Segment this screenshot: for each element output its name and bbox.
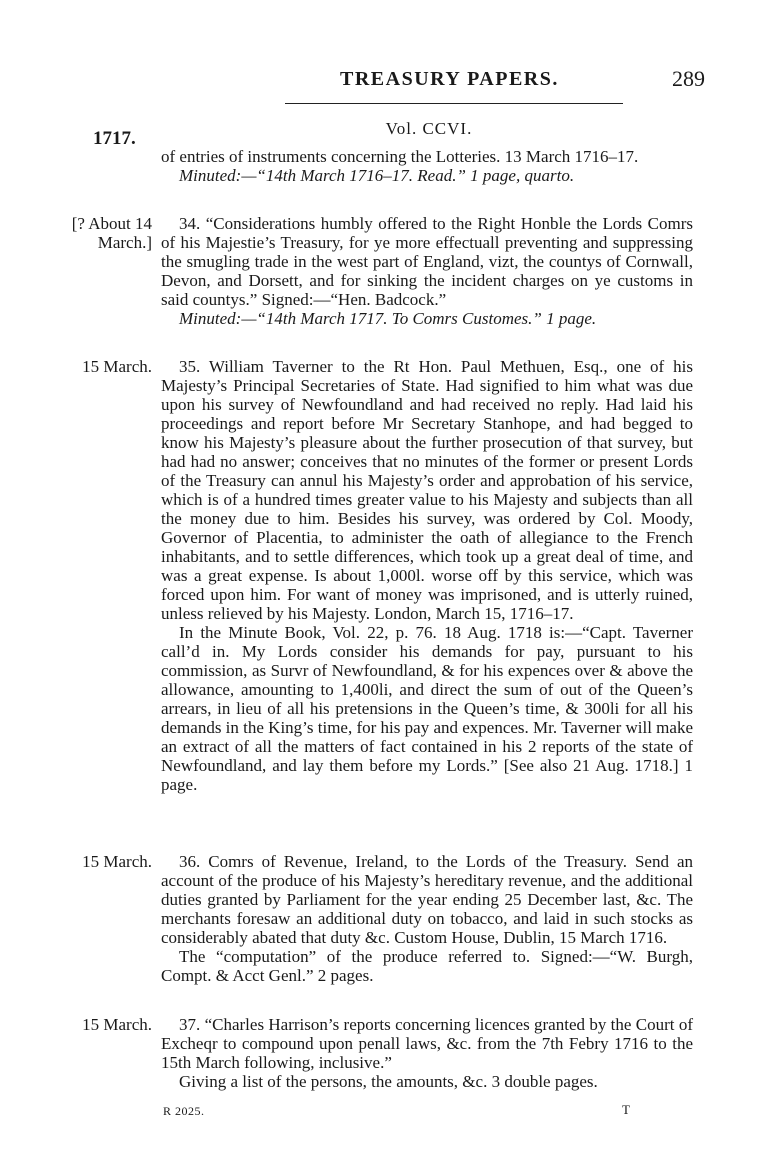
entry-continuation — [161, 147, 693, 185]
volume-heading: Vol. CCVI. — [385, 119, 473, 138]
list-note: Giving a list of the persons, the amounts, &c. 3 double pages. — [179, 1072, 598, 1091]
entry-35 — [161, 357, 693, 794]
minute-book-note: In the Minute Book, Vol. 22, p. 76. 18 Aug. 1718 is:—“Capt. Taverner call’d in. My Lords consider his demands for pay, pursuant to his commission, as Survr of Newfoundland, & for his expences over & above the allowance, amounting to 1,400li, and direct the sum of out of the Queen’s arrears, in lieu of all his pretensions in the Queen’s time, & 300li for all his demands in the King’s time, for his pay and expences. Mr. Taverner will make an extract of all the matters of fact contained in his 2 reports of the state of Newfoundland, and lay them before my Lords.” [See also 21 Aug. 1718.] 1 page. — [161, 623, 693, 794]
margin-date: 15 March. — [82, 357, 152, 376]
entry-text: 35. William Taverner to the Rt Hon. Paul Methuen, Esq., one of his Majesty’s Principal Secretaries of State. Had signified to him what was due upon his survey of Newfoundland and had received no reply. Had laid his proceedings and report before Mr Secretary Stanhope, and had begged to know his Majesty’s pleasure about the further prosecution of that survey, but had had no answer; conceives that no minutes of the former or present Lords of the Treasury can annul his Majesty’s order and approbation of his service, which is of a hundred times greater value to his Majesty and subjects than all the money due to him. Besides his survey, was ordered by Col. Moody, Governor of Placentia, to administer the oath of allegiance to the French inhabitants, and to settle differences, which took up a great deal of time, and was a great expense. Is about 1,000l. worse off by this service, which was forced upon him. For want of money was imprisoned, and is utterly ruined, unless relieved by his Majesty. London, March 15, 1716–17. — [161, 357, 693, 623]
entry-text: 36. Comrs of Revenue, Ireland, to the Lords of the Treasury. Send an account of the produce of his Majesty’s hereditary revenue, and the additional duties granted by Parliament for the year ending 25 December last, &c. The merchants foresaw an additional duty on tobacco, and laid in such stocks as considerably abated that duty &c. Custom House, Dublin, 15 March 1716. — [161, 852, 693, 947]
header-rule — [285, 103, 623, 104]
minuted-note: Minuted:—“14th March 1716–17. Read.” 1 page, quarto. — [179, 166, 575, 185]
page-number: 289 — [672, 66, 705, 91]
gathering-mark: T — [622, 1102, 630, 1117]
entry-34 — [161, 214, 693, 328]
signature-mark: R 2025. — [163, 1104, 205, 1118]
running-title: TREASURY PAPERS. — [340, 68, 559, 90]
entry-36 — [161, 852, 693, 985]
margin-date: 15 March. — [82, 852, 152, 871]
margin-date: 15 March. — [82, 1015, 152, 1034]
entry-37 — [161, 1015, 693, 1091]
minuted-note: Minuted:—“14th March 1717. To Comrs Customes.” 1 page. — [179, 309, 597, 328]
page-header — [0, 68, 768, 98]
computation-note: The “computation” of the produce referred to. Signed:—“W. Burgh, Compt. & Acct Genl.” 2 pages. — [161, 947, 693, 985]
year-label: 1717. — [93, 128, 136, 149]
entry-text: 34. “Considerations humbly offered to the Right Honble the Lords Comrs of his Majestie’s Treasury, for ye more effectuall preventing and suppressing the smugling trade in the west part of England, vizt, the countys of Cornwall, Devon, and Dorsett, and for sinking the incident charges on ye customs in said countys.” Signed:—“Hen. Badcock.” — [161, 214, 693, 309]
entry-text: of entries of instruments concerning the Lotteries. 13 March 1716–17. — [161, 147, 639, 166]
margin-date: [? About 14 March.] — [71, 214, 152, 252]
entry-text: 37. “Charles Harrison’s reports concerning licences granted by the Court of Excheqr to compound upon penall laws, &c. from the 7th Febry 1716 to the 15th March following, inclusive.” — [161, 1015, 693, 1072]
